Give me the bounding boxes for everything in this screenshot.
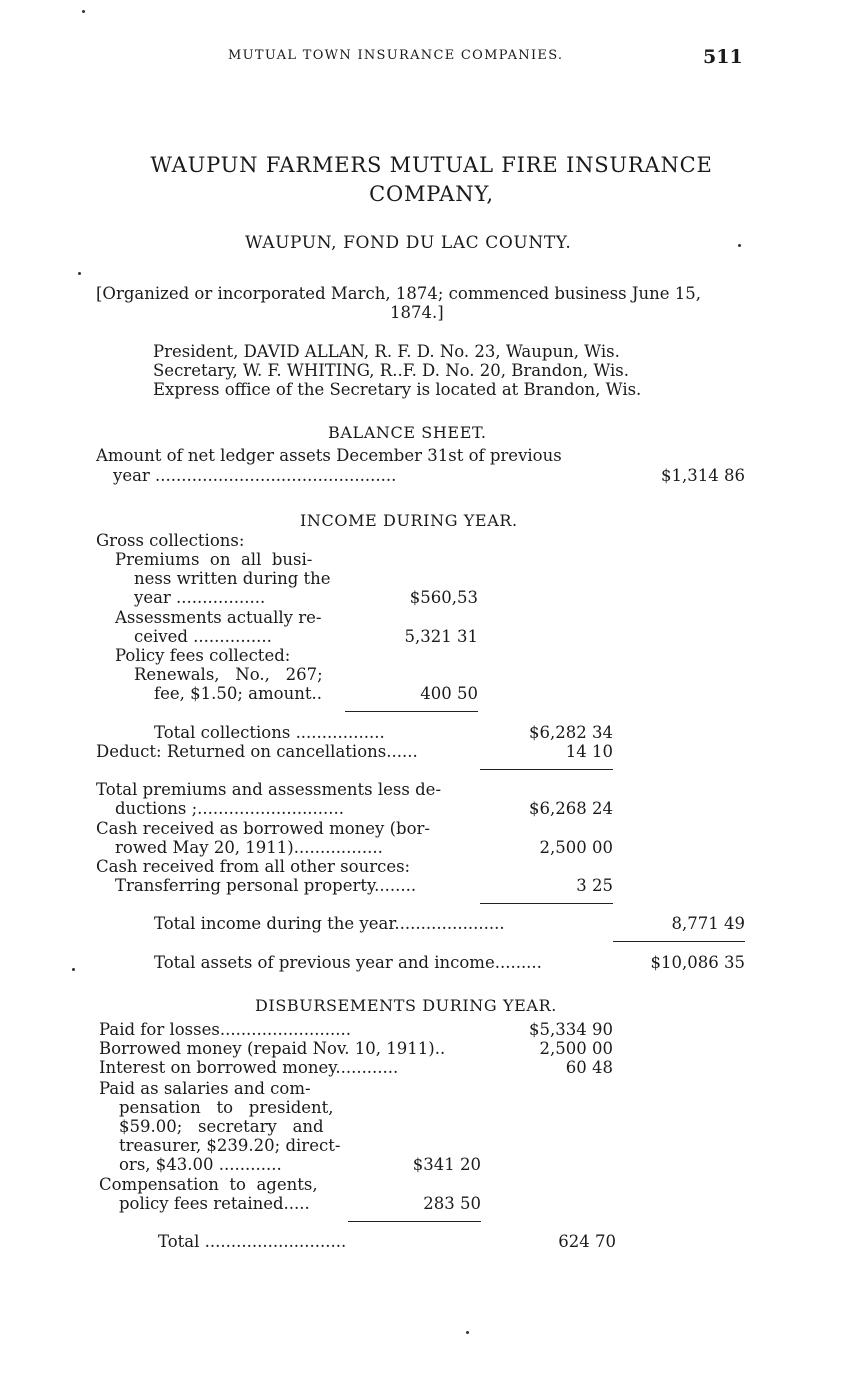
company-name-line1: WAUPUN FARMERS MUTUAL FIRE INSURANCE [150, 153, 713, 177]
repaid-amount: 2,500 00 [539, 1039, 613, 1058]
scan-speck [72, 968, 75, 971]
net-collections-rule [480, 769, 613, 770]
salaries-label-line3: $59.00; secretary and [119, 1117, 324, 1136]
disbursements-heading: DISBURSEMENTS DURING YEAR. [255, 996, 557, 1015]
repaid-label: Borrowed money (repaid Nov. 10, 1911).. [99, 1039, 446, 1058]
net-ledger-label-line2: year .............................................. [113, 466, 397, 485]
balance-sheet-heading: BALANCE SHEET. [328, 423, 487, 442]
organized-note-line1: [Organized or incorporated March, 1874; commenced business June 15, [96, 284, 701, 303]
salaries-label-line4: treasurer, $239.20; direct- [119, 1136, 341, 1155]
net-ledger-amount: $1,314 86 [661, 466, 745, 485]
salaries-label-line5: ors, $43.00 ............ [119, 1155, 282, 1174]
total-income-amount: 8,771 49 [671, 914, 745, 933]
scan-speck [82, 10, 85, 13]
borrowed-money-label-line1: Cash received as borrowed money (bor- [96, 819, 431, 838]
premiums-label-line3: year ................. [134, 588, 266, 607]
renewals-amount: 400 50 [420, 684, 478, 703]
other-sources-label-line1: Cash received from all other sources: [96, 857, 411, 876]
interest-amount: 60 48 [565, 1058, 613, 1077]
policy-fees-label: Policy fees collected: [115, 646, 291, 665]
disbursements-subtotal-rule [348, 1221, 481, 1222]
interest-label: Interest on borrowed money............ [99, 1058, 399, 1077]
agents-label-line1: Compensation to agents, [99, 1175, 318, 1194]
scan-speck [738, 244, 741, 247]
deduct-amount: 14 10 [565, 742, 613, 761]
total-collections-label: Total collections ................. [154, 723, 385, 742]
income-total-rule [480, 903, 613, 904]
organized-note-line2: 1874.] [390, 303, 444, 322]
premiums-label-line1: Premiums on all busi- [115, 550, 313, 569]
other-sources-label-line2: Transferring personal property........ [115, 876, 417, 895]
total-collections-amount: $6,282 34 [529, 723, 613, 742]
president-line: President, DAVID ALLAN, R. F. D. No. 23, Waupun, Wis. [153, 342, 620, 361]
agents-amount: 283 50 [423, 1194, 481, 1213]
secretary-line: Secretary, W. F. WHITING, R..F. D. No. 20, Brandon, Wis. [153, 361, 629, 380]
agents-label-line2: policy fees retained..... [119, 1194, 310, 1213]
total-assets-amount: $10,086 35 [650, 953, 745, 972]
losses-amount: $5,334 90 [529, 1020, 613, 1039]
total-premiums-label-line1: Total premiums and assessments less de- [96, 780, 442, 799]
company-name-line2: COMPANY, [369, 182, 494, 206]
assessments-label-line1: Assessments actually re- [115, 608, 322, 627]
scan-speck [78, 272, 81, 275]
page-number: 511 [703, 46, 743, 68]
losses-label: Paid for losses......................... [99, 1020, 351, 1039]
subtotal-rule [345, 711, 478, 712]
assets-total-rule [613, 941, 745, 942]
total-premiums-amount: $6,268 24 [529, 799, 613, 818]
salaries-amount: $341 20 [412, 1155, 481, 1174]
renewals-label-line2: fee, $1.50; amount.. [154, 684, 322, 703]
total-premiums-label-line2: ductions ;............................ [115, 799, 345, 818]
disbursements-total-amount: 624 70 [558, 1232, 616, 1251]
premiums-label-line2: ness written during the [134, 569, 331, 588]
net-ledger-label-line1: Amount of net ledger assets December 31st of previous [96, 446, 562, 465]
total-income-label: Total income during the year..................... [154, 914, 505, 933]
running-header: MUTUAL TOWN INSURANCE COMPANIES. [228, 48, 564, 63]
total-assets-label: Total assets of previous year and income......... [154, 953, 542, 972]
assessments-amount: 5,321 31 [404, 627, 478, 646]
other-sources-amount: 3 25 [576, 876, 613, 895]
income-heading: INCOME DURING YEAR. [300, 511, 518, 530]
salaries-label-line1: Paid as salaries and com- [99, 1079, 311, 1098]
premiums-amount: $560,53 [409, 588, 478, 607]
express-office-line: Express office of the Secretary is located at Brandon, Wis. [153, 380, 642, 399]
scan-speck [466, 1331, 469, 1334]
borrowed-money-label-line2: rowed May 20, 1911)................. [115, 838, 383, 857]
disbursements-total-label: Total ........................... [158, 1232, 347, 1251]
assessments-label-line2: ceived ............... [134, 627, 272, 646]
deduct-label: Deduct: Returned on cancellations...... [96, 742, 418, 761]
company-location: WAUPUN, FOND DU LAC COUNTY. [245, 233, 572, 253]
renewals-label-line1: Renewals, No., 267; [134, 665, 323, 684]
salaries-label-line2: pensation to president, [119, 1098, 334, 1117]
gross-collections-label: Gross collections: [96, 531, 245, 550]
borrowed-money-amount: 2,500 00 [539, 838, 613, 857]
